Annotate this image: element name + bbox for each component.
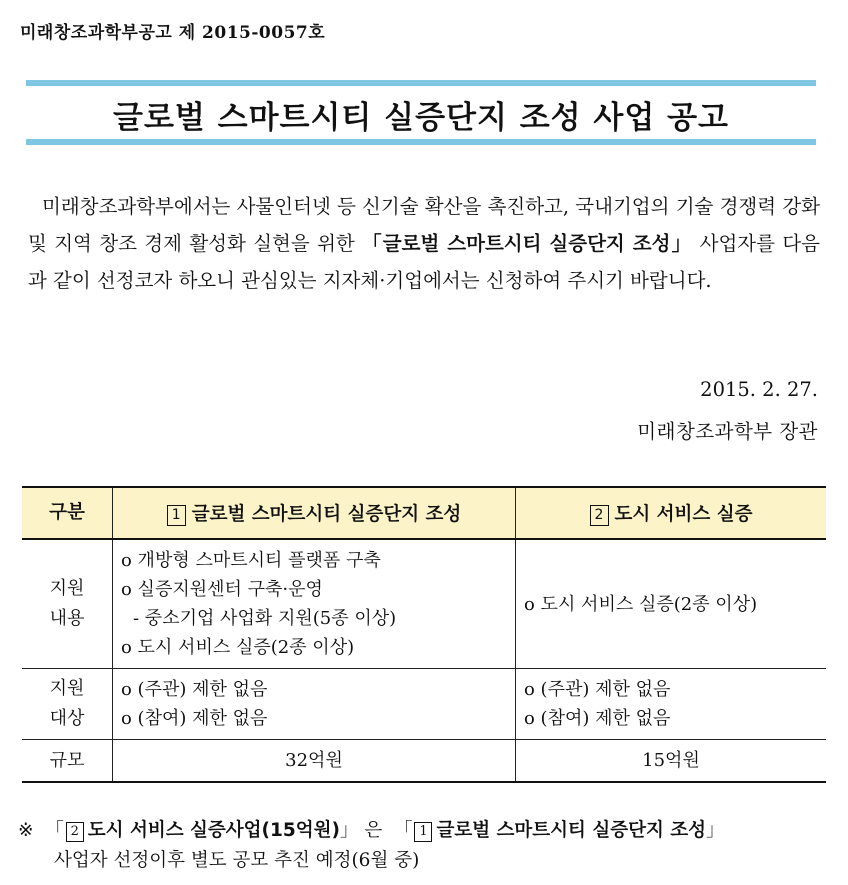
support-target-col2 (516, 669, 827, 740)
list-item: o 도시 서비스 실증(2종 이상) (524, 593, 758, 615)
row-label-line: 내용 (49, 608, 85, 629)
number-box-icon: 2 (590, 505, 609, 526)
bracket-close: 」 (706, 820, 725, 841)
project-name-emphasis: 「글로벌 스마트시티 실증단지 조성」 (362, 232, 693, 255)
title-rule-bottom (26, 139, 816, 145)
list-item: o (주관) 제한 없음 (121, 679, 268, 700)
signer: 미래창조과학부 장관 (637, 420, 818, 443)
scale-col2: 15억원 (516, 740, 827, 783)
footnote (18, 816, 838, 876)
title-rule-top (26, 80, 816, 86)
announcement-date: 2015. 2. 27. (700, 378, 818, 401)
announcement-paragraph (28, 188, 820, 299)
list-item: o (주관) 제한 없음 (524, 679, 671, 700)
footnote-connector: 은 (358, 820, 389, 841)
paragraph-text-2: 사업자를 다음과 같이 선정코자 하오니 관심있는 지자체·기업에서는 신청하여 주시기 바랍니다. (28, 232, 821, 292)
reference-mark: ※ (18, 820, 34, 841)
document-title: 글로벌 스마트시티 실증단지 조성 사업 공고 (113, 100, 729, 136)
list-item: o (참여) 제한 없음 (121, 708, 268, 729)
bracket-close: 」 (339, 820, 359, 841)
support-content-col2 (516, 539, 827, 669)
paragraph-text-1: 미래창조과학부에서는 사물인터넷 등 신기술 확산을 촉진하고, 국내기업의 기술 경쟁력 강화 및 지역 창조 경제 활성화 실현을 위한 (28, 195, 820, 255)
support-content-col1 (113, 539, 516, 669)
header-col2 (516, 487, 827, 539)
footnote-project-1: 글로벌 스마트시티 실증단지 조성 (436, 820, 707, 841)
row-label-support-target (22, 669, 113, 740)
row-label-line: 지원 (49, 678, 85, 699)
list-subitem: - 중소기업 사업화 지원(5종 이상) (133, 608, 397, 629)
support-target-col1 (113, 669, 516, 740)
bracket-open: 「 (45, 820, 64, 841)
footnote-line1 (18, 816, 838, 846)
list-item: o 도시 서비스 실증(2종 이상) (121, 637, 355, 658)
scale-col1: 32억원 (113, 740, 516, 783)
list-item: o 개방형 스마트시티 플랫폼 구축 (121, 550, 381, 571)
number-box-icon: 1 (414, 822, 432, 842)
notice-number: 미래창조과학부공고 제 2015-0057호 (20, 23, 326, 43)
table-header-row (22, 487, 826, 539)
header-col1 (113, 487, 516, 539)
footnote-line2: 사업자 선정이후 별도 공모 추진 예정(6월 중) (54, 850, 420, 871)
header-col1-label: 글로벌 스마트시티 실증단지 조성 (191, 504, 462, 525)
header-category: 구분 (22, 487, 113, 539)
number-box-icon: 2 (66, 822, 84, 842)
row-label-support-content (22, 539, 113, 669)
row-label-scale: 규모 (22, 740, 113, 783)
number-box-icon: 1 (167, 505, 186, 526)
list-item: o 실증지원센터 구축·운영 (121, 579, 323, 600)
table-row (22, 740, 826, 783)
table-row (22, 669, 826, 740)
list-item: o (참여) 제한 없음 (524, 708, 671, 729)
table-row (22, 539, 826, 669)
footnote-project-2: 도시 서비스 실증사업(15억원) (87, 820, 340, 841)
header-col2-label: 도시 서비스 실증 (614, 504, 753, 525)
bracket-open: 「 (393, 820, 413, 841)
row-label-line: 지원 (49, 578, 85, 599)
row-label-line: 대상 (49, 708, 85, 729)
program-table (22, 486, 826, 783)
